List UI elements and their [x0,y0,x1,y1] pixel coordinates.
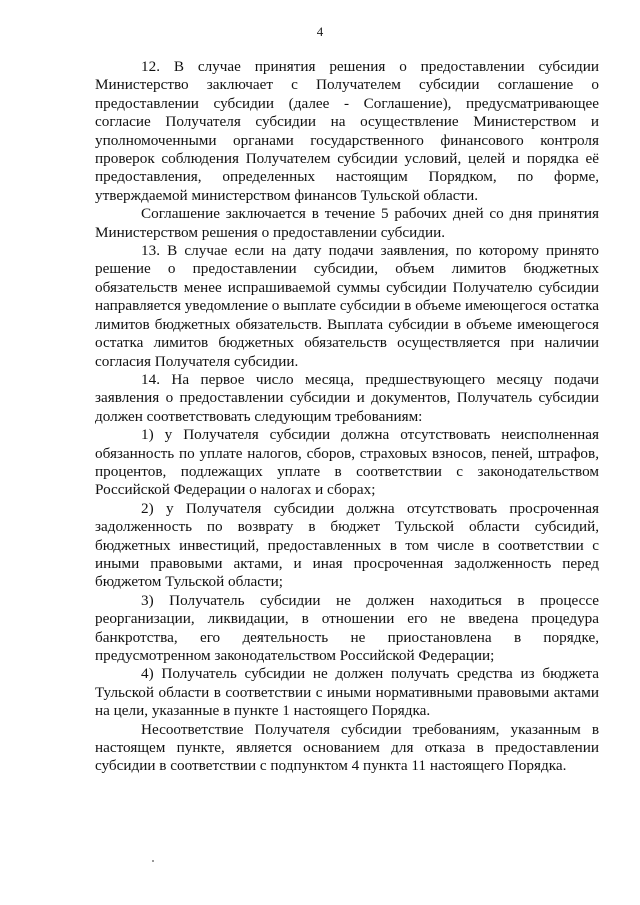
paragraph-14-requirements: 14. На первое число месяца, предшествующего месяцу подачи заявления о предоставлении субсидии и документов, Получатель субсидии должен соответствовать следующим требованиям: [95,370,599,425]
page-number: 4 [316,24,324,39]
paragraph-12-agreement: 12. В случае принятия решения о предоставлении субсидии Министерство заключает с Получателем субсидии соглашение о предоставлении субсидии (далее - Соглашение), предусматривающее согласие Получателя субсидии на осуществление Министерством и уполномоченными органами государственного финансового контроля проверок соблюдения Получателем субсидии условий, целей и порядка её предоставления, определенных настоящим Порядком, по форме, утверждаемой министерством финансов Тульской области. [95,58,599,204]
requirement-1-taxes: 1) у Получателя субсидии должна отсутствовать неисполненная обязанность по уплате налогов, сборов, страховых взносов, пеней, штрафов, процентов, подлежащих уплате в соответствии с законодательством Российской Федерации о налогах и сборах; [95,426,599,499]
paragraph-noncompliance: Несоответствие Получателя субсидии требованиям, указанным в настоящем пункте, является основанием для отказа в предоставлении субсидии в соответствии с подпунктом 4 пункта 11 настоящего Порядка. [95,720,599,775]
requirement-3-reorganization: 3) Получатель субсидии не должен находиться в процессе реорганизации, ликвидации, в отношении его не введена процедура банкротства, его деятельность не приостановлена в порядке, предусмотренном законодательством Российской Федерации; [95,591,599,664]
paragraph-agreement-term: Соглашение заключается в течение 5 рабочих дней со дня принятия Министерством решения о предоставлении субсидии. [95,205,599,241]
scan-speck [152,860,154,862]
requirement-2-debt: 2) у Получателя субсидии должна отсутствовать просроченная задолженность по возврату в бюджет Тульской области субсидий, бюджетных инвестиций, предоставленных в том числе в соответствии с иными правовыми актами, и иная просроченная задолженность перед бюджетом Тульской области; [95,499,599,591]
requirement-4-other-funds: 4) Получатель субсидии не должен получать средства из бюджета Тульской области в соответствии с иными нормативными правовыми актами на цели, указанные в пункте 1 настоящего Порядка. [95,665,599,720]
document-body [95,58,599,776]
paragraph-13-budget-limits: 13. В случае если на дату подачи заявления, по которому принято решение о предоставлении субсидии, объем лимитов бюджетных обязательств менее испрашиваемой суммы субсидии Получателю субсидии направляется уведомление о выплате субсидии в объеме имеющегося остатка лимитов бюджетных обязательств. Выплата субсидии в объеме имеющегося остатка лимитов бюджетных обязательств осуществляется при наличии согласия Получателя субсидии. [95,242,599,370]
